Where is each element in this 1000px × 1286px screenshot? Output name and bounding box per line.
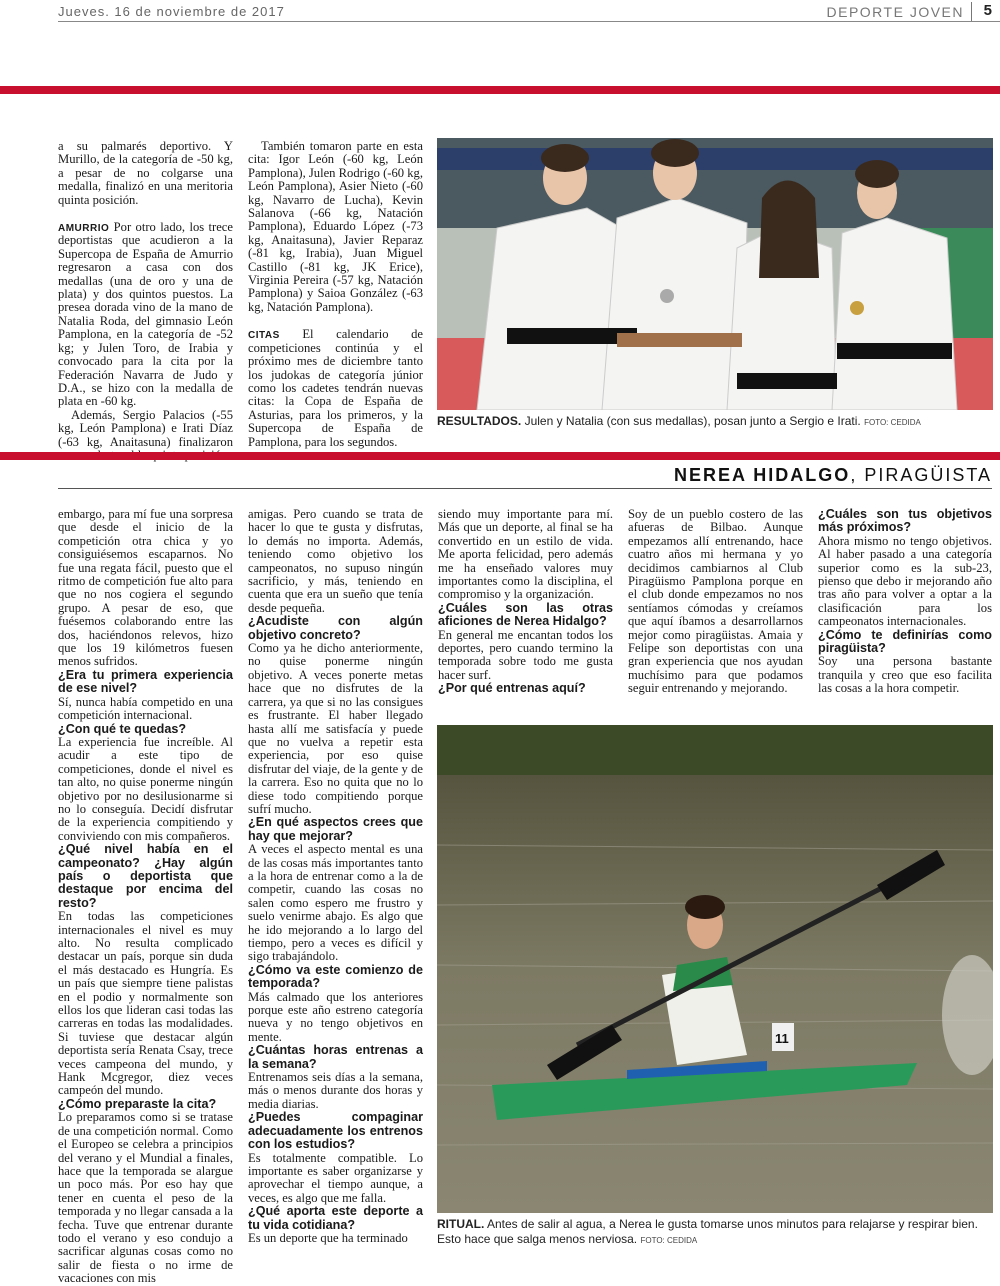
kayak-photo-caption [437, 1217, 993, 1248]
interview-question: ¿Con qué te quedas? [58, 721, 187, 736]
interview-title-name: NEREA HIDALGO [673, 465, 851, 485]
kayak-photo [437, 725, 993, 1213]
interview-question: ¿Cómo te definirías como piragüista? [818, 627, 992, 656]
interview-question: ¿En qué aspectos crees que hay que mejorar? [248, 815, 423, 843]
interview-answer: Lo preparamos como si se tratase de una competición normal. Como el Europeo se celebra a principios del verano y el Mundial a finales, hace que la temporada se alargue un poco más. Por eso hay que tener en cuenta el peso de la temporada y no llegar cansada a la fecha. Tuve que entrenar durante todo el verano y eso condujo a sacrificar algunas cosas como no salir de fiesta o no irme de vacaciones con mis [58, 1110, 233, 1286]
header-divider [971, 2, 972, 22]
caption-credit: FOTO: CEDIDA [864, 418, 921, 427]
interview-question: ¿Puedes compaginar adecuadamente los entrenos con los estudios? [248, 1110, 423, 1152]
page-header [0, 0, 1000, 26]
header-section: DEPORTE JOVEN [826, 4, 964, 20]
judo-paragraph: a su palmarés deportivo. Y Murillo, de la categoría de -50 kg, a pesar de no colgarse una medalla, finalizó en una meritoria quinta posición. [58, 139, 233, 207]
interview-title [674, 465, 992, 486]
interview-question: ¿Cómo preparaste la cita? [58, 1096, 217, 1111]
judo-paragraph: Además, Sergio Palacios (-55 kg, León Pamplona) e Irati Díaz (-63 kg, Anaitasuna) finalizaron [58, 407, 233, 449]
caption-lead: RESULTADOS. [437, 414, 522, 428]
interview-answer: Entrenamos seis días a la semana, más o menos durante dos horas y media diarias. [248, 1070, 423, 1111]
interview-question: ¿Acudiste con algún objetivo concreto? [248, 614, 423, 642]
judo-lead-amurrio: AMURRIO [58, 223, 110, 235]
interview-question: ¿Cuáles son las otras aficiones de Nerea Hidalgo? [438, 600, 613, 629]
judo-photo-illustration [437, 138, 993, 410]
interview-question: ¿Cuáles son tus objetivos más próximos? [818, 507, 992, 535]
interview-question: ¿Cuántas horas entrenas a la semana? [248, 1043, 423, 1071]
interview-answer: Soy una persona bastante tranquila y creo que eso facilita las cosas a la hora competir. [818, 654, 992, 696]
interview-column-1 [58, 508, 233, 1286]
interview-answer: amigas. Pero cuando se trata de hacer lo que te gusta y disfrutas, lo demás no importa. Además, teniendo como objetivo los campeonatos, no supuso ningún sacrificio, y más, teniendo en cuenta que era un sueño que tenía desde pequeña. [248, 507, 423, 615]
interview-question: ¿Qué nivel había en el campeonato? ¿Hay algún país o deportista que destaque por encima del resto? [58, 842, 233, 910]
caption-text: Julen y Natalia (con sus medallas), posan junto a Sergio e Irati. [521, 414, 861, 428]
judo-paragraph-text: El calendario de competiciones continúa y el próximo mes de diciembre tanto los judokas de categoría júnior como los cadetes tendrán nuevas citas: la Copa de España de Asturias, para los primeros, y la Supercopa de España de Pamplona, para los segundos. [248, 327, 423, 449]
interview-answer: En todas las competiciones internacionales el nivel es muy alto. No resulta complicado destacar un país, porque sin duda el más destacado es Hungría. Es un país que siempre tiene palistas en el podio y normalmente son ellos los que lideran casi todas las carreras en todas las modalidades. Si tuviese que destacar algún deportista sería Renata Csay, trece veces campeona del mundo, y Hank Mcgregor, diez veces campeón del mundo. [58, 909, 233, 1098]
interview-answer: siendo muy importante para mí. Más que un deporte, al final se ha convertido en un estilo de vida. Me aporta felicidad, pero además me ha enseñado valores muy importantes como la disciplina, el compromiso y la organización. [438, 507, 613, 602]
interview-answer: Más calmado que los anteriores porque este año estreno categoría nueva y no tengo objetivos en mente. [248, 989, 423, 1044]
section-rule [58, 488, 992, 489]
judo-team-photo [437, 138, 993, 410]
interview-answer: Soy de un pueblo costero de las afueras de Bilbao. Aunque empezamos allí entrenando, hace cuatro años mi hermana y yo decidimos cambiarnos al Club Piragüismo Pamplona porque en el club donde empezamos no nos sentíamos cómodas y creíamos que aquí íbamos a desarrollarnos mejor como piragüistas. Amaia y Felipe son deportistas con una gran experiencia que nos ayudan muchísimo para que podamos seguir entrenando y mejorando. [628, 507, 803, 696]
judo-paragraph [248, 328, 423, 449]
top-red-bar [0, 86, 1000, 94]
interview-answer: Sí, nunca había competido en una competición internacional. [58, 694, 233, 723]
interview-title-role: , PIRAGÜISTA [850, 465, 992, 485]
judo-paragraph [58, 221, 233, 409]
kayak-photo-illustration [437, 725, 993, 1213]
header-rule [58, 21, 1000, 22]
judo-photo-caption [437, 414, 997, 430]
interview-answer: Ahora mismo no tengo objetivos. Al haber pasado a una categoría superior como es la sub-23, pienso que debo ir mejorando año tras año para volver a optar a la clasificación para los campeonatos internacionales. [818, 533, 992, 629]
caption-lead: RITUAL. [437, 1217, 485, 1231]
judo-column-1 [58, 140, 233, 462]
header-date: Jueves. 16 de noviembre de 2017 [58, 4, 285, 19]
judo-paragraph: También tomaron parte en esta cita: Igor León (-60 kg, León Pamplona), Julen Rodrigo (-60 kg, León Pamplona), Asier Nieto (-60 kg, Navarro de Lucha), Kevin Salanova (-66 kg, Natación Pamplona), Eduardo López (-73 kg, Anaitasuna), Javier Reparaz (-81 kg, Irabia), Juan Miguel Castillo (-81 kg, JK Erice), Virginia Pereira (-57 kg, Natación Pamplona) y Saioa González (-63 kg, Natación Pamplona). [248, 139, 423, 314]
interview-column-3 [438, 508, 613, 696]
caption-text: Antes de salir al agua, a Nerea le gusta tomarse unos minutos para relajarse y respirar bien. Esto hace que salga menos nerviosa. [437, 1217, 978, 1246]
interview-question: ¿Era tu primera experiencia de ese nivel? [58, 667, 233, 696]
interview-answer: Es totalmente compatible. Lo importante es saber organizarse y aprovechar el tiempo aunque, a veces, es algo que me falla. [248, 1150, 423, 1205]
boat-number: 11 [775, 1031, 789, 1046]
interview-column-4 [628, 508, 803, 696]
page-number: 5 [983, 2, 992, 19]
middle-red-bar [0, 452, 1000, 460]
interview-answer: Como ya he dicho anteriormente, no quise ponerme ningún objetivo. A veces ponerte metas hace que no disfrutes de la carrera, ya que si no las consigues es frustrante. El haber llegado hasta allí me satisfacía y puede que no vuelva a repetir esta experiencia, por eso quise disfrutar del viaje, de la gente y de la carrera. Eso no quita que no lo diese todo compitiendo porque sufrí mucho. [248, 641, 423, 816]
interview-answer: embargo, para mí fue una sorpresa que desde el inicio de la competición otra chica y yo consiguiésemos escaparnos. No fue una regata fácil, puesto que el ritmo de competición fue alto para que no nos cogiera el segundo grupo. A pesar de eso, que fuésemos colaborando entre las dos, haciéndonos relevos, hizo que los 19 kilómetros fuesen menos sufridos. [58, 507, 233, 669]
interview-question: ¿Qué aporta este deporte a tu vida cotidiana? [248, 1204, 423, 1232]
judo-lead-citas: CITAS [248, 330, 280, 342]
caption-credit: FOTO: CEDIDA [640, 1236, 698, 1245]
judo-paragraph-text: Por otro lado, los trece deportistas que acudieron a la Supercopa de España de Amurrio regresaron a casa con dos medallas (una de oro y una de plata) y dos quintos puestos. La presea dorada vino de la mano de Natalia Roda, del gimnasio León Pamplona, en la categoría de -52 kg; y Julen Toro, de Irabia y convocado para la cita por la Federación Navarra de Judo y D.A., se hizo con la medalla de plata en -60 kg. [58, 220, 233, 409]
interview-question: ¿Cómo va este comienzo de temporada? [248, 962, 423, 991]
interview-column-5 [818, 508, 992, 696]
interview-answer: La experiencia fue increíble. Al acudir a este tipo de competiciones, donde el nivel es tan alto, no quise ponerme ningún objetivo por no desilusionarme si no lo conseguía. Decidí disfrutar de la experiencia compitiendo y conviviendo con mis compañeros. [58, 734, 233, 843]
interview-answer: A veces el aspecto mental es una de las cosas más importantes tanto a la hora de entrenar como a la de competir, cuando las cosas no salen como espero me frustro y suelo venirme abajo. Es algo que he ido mejorando a lo largo del tiempo, pero a veces es difícil y sigo trabajándolo. [248, 842, 423, 964]
interview-answer: Es un deporte que ha terminado [248, 1230, 408, 1245]
interview-column-2 [248, 508, 423, 1245]
judo-column-2 [248, 140, 423, 449]
interview-answer: En general me encantan todos los deportes, pero cuando termino la temporada sobre todo me gusta hacer surf. [438, 627, 613, 682]
interview-question: ¿Por qué entrenas aquí? [438, 681, 586, 696]
